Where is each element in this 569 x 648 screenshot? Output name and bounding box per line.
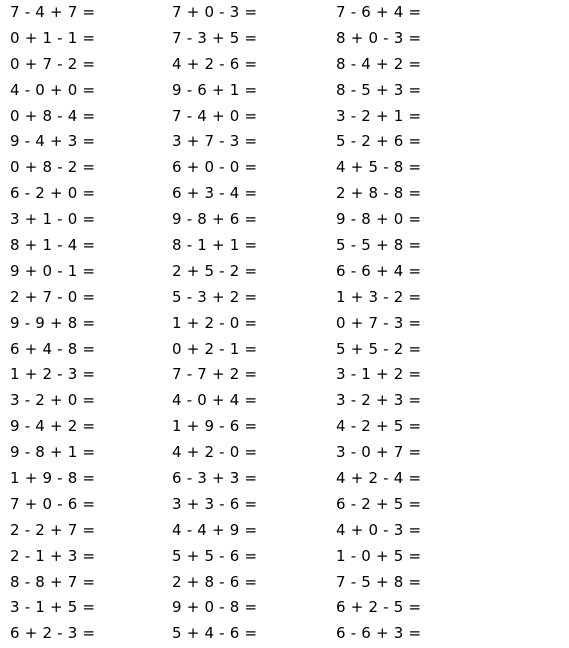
- math-problem: 9 - 4 + 3 =: [10, 132, 96, 151]
- math-problem: 6 - 2 + 5 =: [336, 494, 422, 513]
- math-problem: 9 - 9 + 8 =: [10, 313, 96, 332]
- math-problem: 1 - 0 + 5 =: [336, 546, 422, 565]
- math-problem: 3 + 1 - 0 =: [10, 210, 96, 229]
- math-problem: 1 + 2 - 0 =: [172, 313, 258, 332]
- math-problem: 7 - 6 + 4 =: [336, 3, 422, 21]
- math-problem: 9 - 4 + 2 =: [10, 417, 96, 436]
- math-problem: 6 - 2 + 0 =: [10, 184, 96, 203]
- math-problem: 3 - 1 + 5 =: [10, 598, 96, 617]
- math-problem: 1 + 9 - 6 =: [172, 417, 258, 436]
- math-problem: 8 - 1 + 1 =: [172, 236, 258, 255]
- math-problem: 0 + 1 - 1 =: [10, 28, 96, 47]
- math-problem: 9 - 6 + 1 =: [172, 80, 258, 99]
- math-problem: 5 + 4 - 6 =: [172, 624, 258, 643]
- math-problem: 9 - 8 + 1 =: [10, 443, 96, 462]
- math-problem: 2 + 8 - 6 =: [172, 572, 258, 591]
- math-problem: 7 + 0 - 3 =: [172, 3, 258, 21]
- math-problem: 5 - 5 + 8 =: [336, 236, 422, 255]
- math-problem: 3 + 3 - 6 =: [172, 494, 258, 513]
- math-problem: 8 + 1 - 4 =: [10, 236, 96, 255]
- problem-column-3: [336, 0, 421, 647]
- math-problem: 8 + 0 - 3 =: [336, 28, 422, 47]
- math-problem: 6 + 2 - 3 =: [10, 624, 96, 643]
- math-problem: 6 + 3 - 4 =: [172, 184, 258, 203]
- math-problem: 6 + 2 - 5 =: [336, 598, 422, 617]
- math-problem: 4 - 2 + 5 =: [336, 417, 422, 436]
- math-problem: 6 + 0 - 0 =: [172, 158, 258, 177]
- math-problem: 7 - 4 + 0 =: [172, 106, 258, 125]
- math-problem: 6 + 4 - 8 =: [10, 339, 96, 358]
- math-problem: 5 - 3 + 2 =: [172, 287, 258, 306]
- math-problem: 0 + 7 - 3 =: [336, 313, 422, 332]
- math-problem: 1 + 2 - 3 =: [10, 365, 96, 384]
- math-problem: 7 - 3 + 5 =: [172, 28, 258, 47]
- math-problem: 6 - 6 + 3 =: [336, 624, 422, 643]
- math-problem: 3 - 0 + 7 =: [336, 443, 422, 462]
- problem-column-2: [172, 0, 257, 647]
- math-problem: 7 - 7 + 2 =: [172, 365, 258, 384]
- math-problem: 9 + 0 - 8 =: [172, 598, 258, 617]
- math-problem: 7 - 4 + 7 =: [10, 3, 96, 21]
- math-problem: 7 - 5 + 8 =: [336, 572, 422, 591]
- math-problem: 4 + 5 - 8 =: [336, 158, 422, 177]
- math-problem: 9 - 8 + 6 =: [172, 210, 258, 229]
- math-problem: 4 + 2 - 6 =: [172, 54, 258, 73]
- math-problem: 9 + 0 - 1 =: [10, 261, 96, 280]
- math-problem: 6 - 3 + 3 =: [172, 469, 258, 488]
- math-problem: 4 - 0 + 0 =: [10, 80, 96, 99]
- math-problem: 3 - 1 + 2 =: [336, 365, 422, 384]
- math-problem: 1 + 3 - 2 =: [336, 287, 422, 306]
- math-problem: 0 + 8 - 4 =: [10, 106, 96, 125]
- math-problem: 6 - 6 + 4 =: [336, 261, 422, 280]
- math-problem: 4 + 0 - 3 =: [336, 520, 422, 539]
- math-problem: 5 + 5 - 6 =: [172, 546, 258, 565]
- math-problem: 0 + 8 - 2 =: [10, 158, 96, 177]
- math-problem: 1 + 9 - 8 =: [10, 469, 96, 488]
- math-problem: 7 + 0 - 6 =: [10, 494, 96, 513]
- math-problem: 3 + 7 - 3 =: [172, 132, 258, 151]
- math-problem: 0 + 2 - 1 =: [172, 339, 258, 358]
- math-problem: 5 - 2 + 6 =: [336, 132, 422, 151]
- math-problem: 0 + 7 - 2 =: [10, 54, 96, 73]
- math-problem: 2 + 7 - 0 =: [10, 287, 96, 306]
- math-problem: 2 - 1 + 3 =: [10, 546, 96, 565]
- problem-column-1: [10, 0, 95, 647]
- math-problem: 2 + 5 - 2 =: [172, 261, 258, 280]
- math-problem: 9 - 8 + 0 =: [336, 210, 422, 229]
- math-problem: 4 - 4 + 9 =: [172, 520, 258, 539]
- math-problem: 5 + 5 - 2 =: [336, 339, 422, 358]
- math-problem: 4 + 2 - 4 =: [336, 469, 422, 488]
- math-problem: 2 - 2 + 7 =: [10, 520, 96, 539]
- math-problem: 8 - 8 + 7 =: [10, 572, 96, 591]
- math-problem: 2 + 8 - 8 =: [336, 184, 422, 203]
- math-problem: 3 - 2 + 3 =: [336, 391, 422, 410]
- math-problem: 8 - 4 + 2 =: [336, 54, 422, 73]
- math-problem: 3 - 2 + 0 =: [10, 391, 96, 410]
- math-problem: 4 - 0 + 4 =: [172, 391, 258, 410]
- math-problem: 8 - 5 + 3 =: [336, 80, 422, 99]
- math-problem: 3 - 2 + 1 =: [336, 106, 422, 125]
- math-problem: 4 + 2 - 0 =: [172, 443, 258, 462]
